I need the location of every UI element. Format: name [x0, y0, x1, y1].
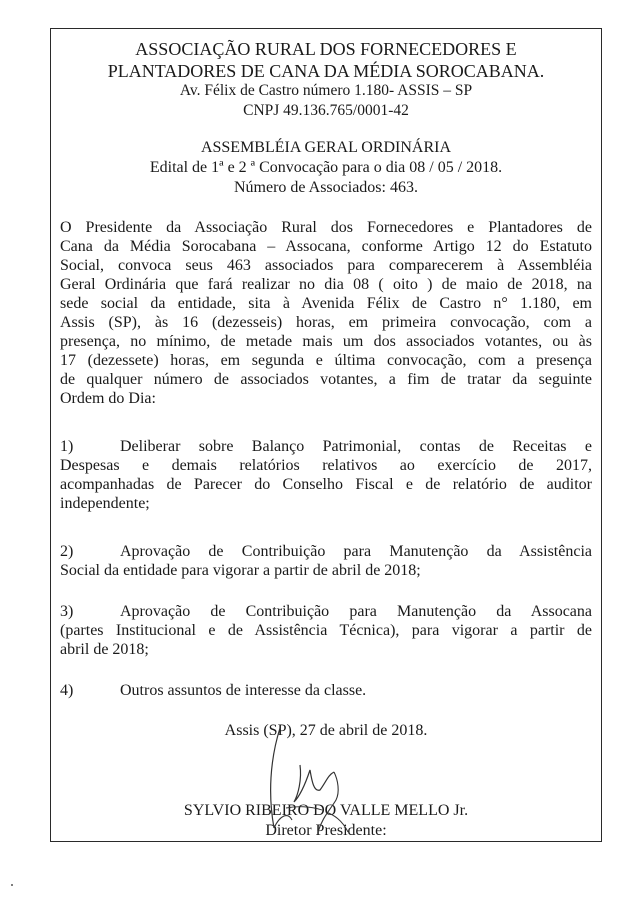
agenda-line: Social da entidade para vigorar a partir de abril de 2018; — [60, 562, 421, 579]
agenda-line: Deliberar sobre Balanço Patrimonial, contas de Receitas e — [120, 438, 592, 455]
agenda-line: abril de 2018; — [60, 641, 149, 658]
place-and-date: Assis (SP), 27 de abril de 2018. — [224, 722, 428, 739]
agenda-item-4 — [60, 681, 592, 700]
scan-speck — [11, 884, 13, 886]
agenda-line: independente; — [60, 495, 150, 512]
agenda-item-2 — [60, 542, 592, 580]
paragraph-line: presença, no mínimo, de metade mais um dos associados votantes, ou às — [60, 333, 592, 350]
paragraph-line: Ordem do Dia: — [60, 390, 156, 407]
convocation-paragraph — [60, 218, 592, 408]
org-cnpj: CNPJ 49.136.765/0001-42 — [243, 102, 409, 119]
paragraph-line: de qualquer número de associados votantes, a fim de tratar da seguinte — [60, 371, 592, 388]
paragraph-line: Cana da Média Sorocabana – Assocana, conforme Artigo 12 do Estatuto — [60, 238, 592, 255]
meeting-associates-count: Número de Associados: 463. — [234, 179, 418, 196]
agenda-line: Aprovação de Contribuição para Manutenção da Assocana — [120, 603, 592, 620]
agenda-line: Aprovação de Contribuição para Manutenção da Assistência — [120, 543, 592, 560]
paragraph-line: Social, convoca seus 463 associados para comparecerem à Assembléia — [60, 257, 592, 274]
handwritten-signature — [230, 720, 370, 840]
paragraph-line: sede social da entidade, sita à Avenida Félix de Castro n° 1.180, em — [60, 295, 592, 312]
agenda-line: (partes Institucional e de Assistência Técnica), para vigorar a partir de — [60, 622, 592, 639]
org-name-line-1: ASSOCIAÇÃO RURAL DOS FORNECEDORES E — [135, 39, 517, 59]
paragraph-line: Geral Ordinária que fará realizar no dia 08 ( oito ) de maio de 2018, na — [60, 276, 592, 293]
agenda-number: 4) — [60, 682, 74, 699]
agenda-number: 1) — [60, 438, 74, 455]
agenda-line: Outros assuntos de interesse da classe. — [120, 682, 367, 699]
signer-title: Diretor Presidente: — [265, 822, 387, 839]
agenda-number: 2) — [60, 543, 74, 560]
paragraph-line: 17 (dezessete) horas, em segunda e última convocação, com a presença — [60, 352, 592, 369]
org-name-line-2: PLANTADORES DE CANA DA MÉDIA SOROCABANA. — [107, 61, 545, 81]
org-address: Av. Félix de Castro número 1.180- ASSIS – SP — [179, 82, 473, 99]
agenda-item-3 — [60, 602, 592, 659]
signer-name: SYLVIO RIBEIRO DO VALLE MELLO Jr. — [183, 802, 469, 819]
meeting-title: ASSEMBLÉIA GERAL ORDINÁRIA — [200, 139, 452, 156]
agenda-line: acompanhadas de Parecer do Conselho Fiscal e de relatório de auditor — [60, 476, 592, 493]
paragraph-line: Assis (SP), às 16 (dezesseis) horas, em primeira convocação, com a — [60, 314, 592, 331]
agenda-line: Despesas e demais relatórios relativos ao exercício de 2017, — [60, 457, 592, 474]
agenda-number: 3) — [60, 603, 74, 620]
meeting-edital: Edital de 1ª e 2 ª Convocação para o dia 08 / 05 / 2018. — [149, 159, 503, 176]
agenda-item-1 — [60, 437, 592, 513]
paragraph-line: O Presidente da Associação Rural dos Fornecedores e Plantadores de — [60, 219, 592, 236]
